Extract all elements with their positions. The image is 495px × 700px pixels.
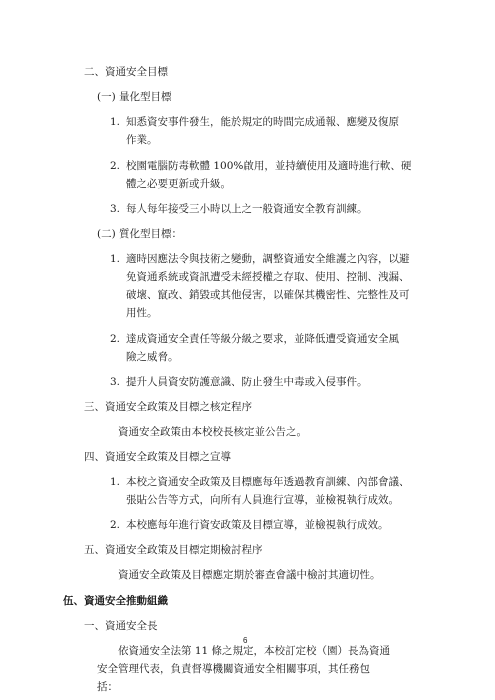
list-number: 3. <box>110 203 121 215</box>
section-heading-review: 五、資通安全政策及目標定期檢討程序 <box>84 544 263 556</box>
chapter-heading: 伍、資通安全推動組織 <box>63 595 168 607</box>
list-number: 1. <box>110 476 121 488</box>
list-number: 1. <box>110 116 121 128</box>
section-heading-ciso: 一、資通安全長 <box>84 620 158 632</box>
list-item-text: 張貼公告等方式，向所有人員進行宣導，並檢視執行成效。 <box>126 494 399 506</box>
list-item-text: 破壞、竄改、銷毀或其他侵害，以確保其機密性、完整性及可 <box>126 289 410 301</box>
list-number: 2. <box>110 333 121 345</box>
list-item-text: 本校之資通安全政策及目標應每年透過教育訓練、內部會議、 <box>126 476 410 488</box>
list-item-text: 作業。 <box>126 134 158 146</box>
list-item-text: 免資通系統或資訊遭受未經授權之存取、使用、控制、洩漏、 <box>126 271 410 283</box>
list-number: 1. <box>110 253 121 265</box>
list-number: 3. <box>110 376 121 388</box>
body-paragraph: 安全管理代表，負責督導機關資通安全相關事項，其任務包 <box>97 663 370 675</box>
list-item-text: 本校應每年進行資安政策及目標宣導，並檢視執行成效。 <box>126 519 389 531</box>
list-number: 2. <box>110 160 121 172</box>
body-paragraph: 資通安全政策由本校校長核定並公告之。 <box>118 426 307 438</box>
list-item-text: 提升人員資安防護意識、防止發生中毒或入侵事件。 <box>126 376 368 388</box>
section-heading-promotion: 四、資通安全政策及目標之宣導 <box>84 451 231 463</box>
list-item-text: 適時因應法令與技術之變動，調整資通安全維護之內容，以避 <box>126 253 410 265</box>
subheading-qualitative: (二) 質化型目標： <box>97 228 183 240</box>
body-paragraph: 資通安全政策及目標應定期於審查會議中檢討其適切性。 <box>118 569 381 581</box>
subheading-quantitative: (一) 量化型目標 <box>97 91 172 103</box>
page-number: 6 <box>243 636 248 645</box>
body-paragraph: 括： <box>97 681 118 693</box>
section-heading-objectives: 二、資通安全目標 <box>84 66 168 78</box>
list-number: 2. <box>110 519 121 531</box>
list-item-text: 每人每年接受三小時以上之一般資通安全教育訓練。 <box>126 203 368 215</box>
list-item-text: 用性。 <box>126 307 158 319</box>
list-item-text: 體之必要更新或升級。 <box>126 178 231 190</box>
body-paragraph: 依資通安全法第 11 條之規定，本校訂定校（園）長為資通 <box>118 645 391 657</box>
list-item-text: 達成資通安全責任等級分級之要求，並降低遭受資通安全風 <box>126 333 399 345</box>
section-heading-approval: 三、資通安全政策及目標之核定程序 <box>84 401 252 413</box>
list-item-text: 校園電腦防毒軟體 100%啟用，並持續使用及適時進行軟、硬 <box>126 160 412 172</box>
list-item-text: 知悉資安事件發生，能於規定的時間完成通報、應變及復原 <box>126 116 399 128</box>
list-item-text: 險之威脅。 <box>126 351 179 363</box>
